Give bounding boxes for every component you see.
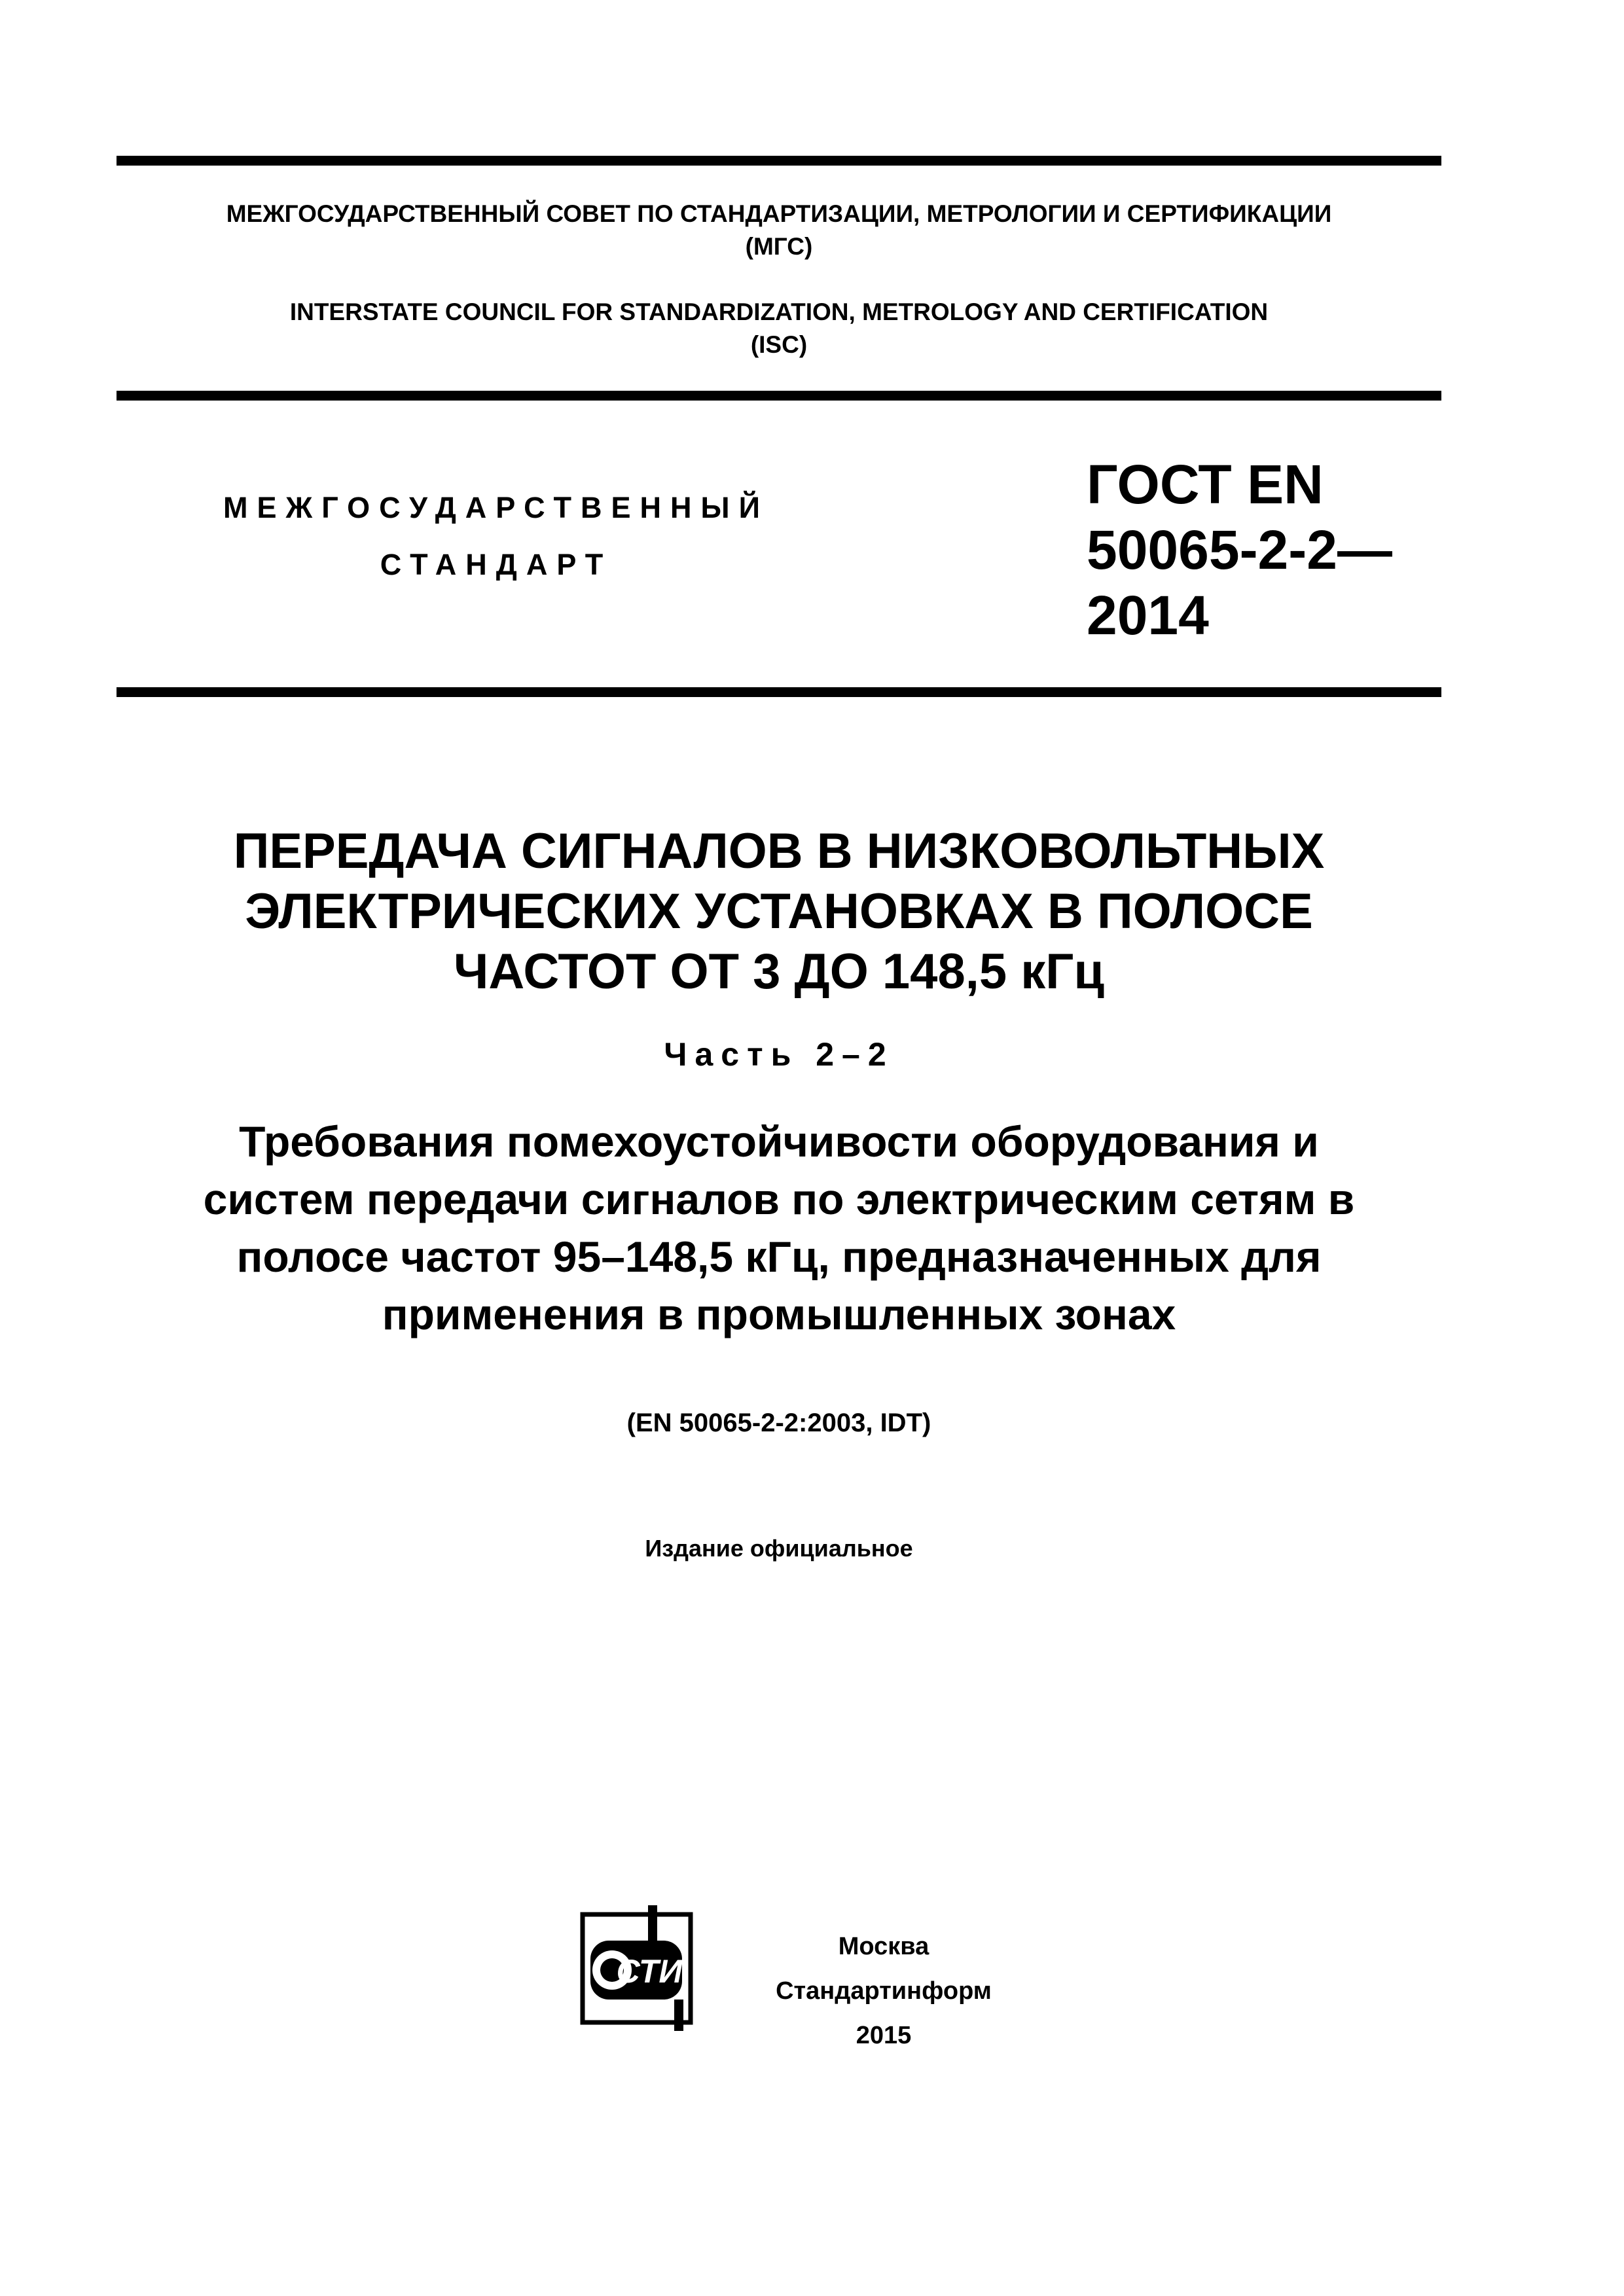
subtitle-line3: полосе частот 95–148,5 кГц, предназначенных для — [236, 1232, 1322, 1281]
standartinform-logo-icon — [576, 1901, 707, 2032]
council-name-en — [117, 296, 1441, 361]
standard-code — [1087, 452, 1392, 648]
publication-year: 2015 — [856, 2022, 912, 2049]
document-title — [117, 821, 1441, 1002]
edition-note: Издание официальное — [645, 1535, 913, 1562]
council-name-ru — [117, 198, 1441, 263]
logo-bar-top — [648, 1905, 657, 1945]
title-line2: ЭЛЕКТРИЧЕСКИХ УСТАНОВКАХ В ПОЛОСЕ — [245, 884, 1313, 939]
title-line1: ПЕРЕДАЧА СИГНАЛОВ В НИЗКОВОЛЬТНЫХ — [233, 823, 1325, 879]
logo-bar-bottom — [674, 2000, 683, 2031]
standard-kind-line1: МЕЖГОСУДАРСТВЕННЫЙ — [223, 491, 769, 524]
logo-text: СТИ — [616, 1953, 683, 1990]
part-number: Часть 2–2 — [664, 1036, 894, 1073]
subtitle-line2: систем передачи сигналов по электрическим сетям в — [203, 1175, 1355, 1223]
council-ru-line1: МЕЖГОСУДАРСТВЕННЫЙ СОВЕТ ПО СТАНДАРТИЗАЦИИ, МЕТРОЛОГИИ И СЕРТИФИКАЦИИ — [226, 200, 1332, 227]
publisher-name: Стандартинформ — [776, 1977, 992, 2005]
standard-kind-line2: СТАНДАРТ — [380, 548, 613, 581]
council-ru-line2: (МГС) — [745, 233, 813, 260]
header-rule — [117, 391, 1441, 401]
council-en-line1: INTERSTATE COUNCIL FOR STANDARDIZATION, METROLOGY AND CERTIFICATION — [289, 298, 1269, 325]
standard-code-line3: 2014 — [1087, 584, 1209, 646]
subtitle-line4: применения в промышленных зонах — [382, 1290, 1176, 1338]
standard-code-line1: ГОСТ EN — [1087, 454, 1324, 515]
title-line3: ЧАСТОТ ОТ 3 ДО 148,5 кГц — [453, 944, 1105, 999]
source-reference: (EN 50065-2-2:2003, IDT) — [626, 1408, 931, 1437]
subtitle-line1: Требования помехоустойчивости оборудования и — [239, 1117, 1319, 1166]
title-rule — [117, 687, 1441, 697]
publisher-block — [707, 1924, 1060, 2058]
top-rule — [117, 156, 1441, 166]
council-en-line2: (ISC) — [750, 331, 808, 358]
standard-code-line2: 50065-2-2— — [1087, 519, 1392, 581]
document-subtitle — [117, 1113, 1441, 1343]
publisher-city: Москва — [838, 1933, 929, 1960]
